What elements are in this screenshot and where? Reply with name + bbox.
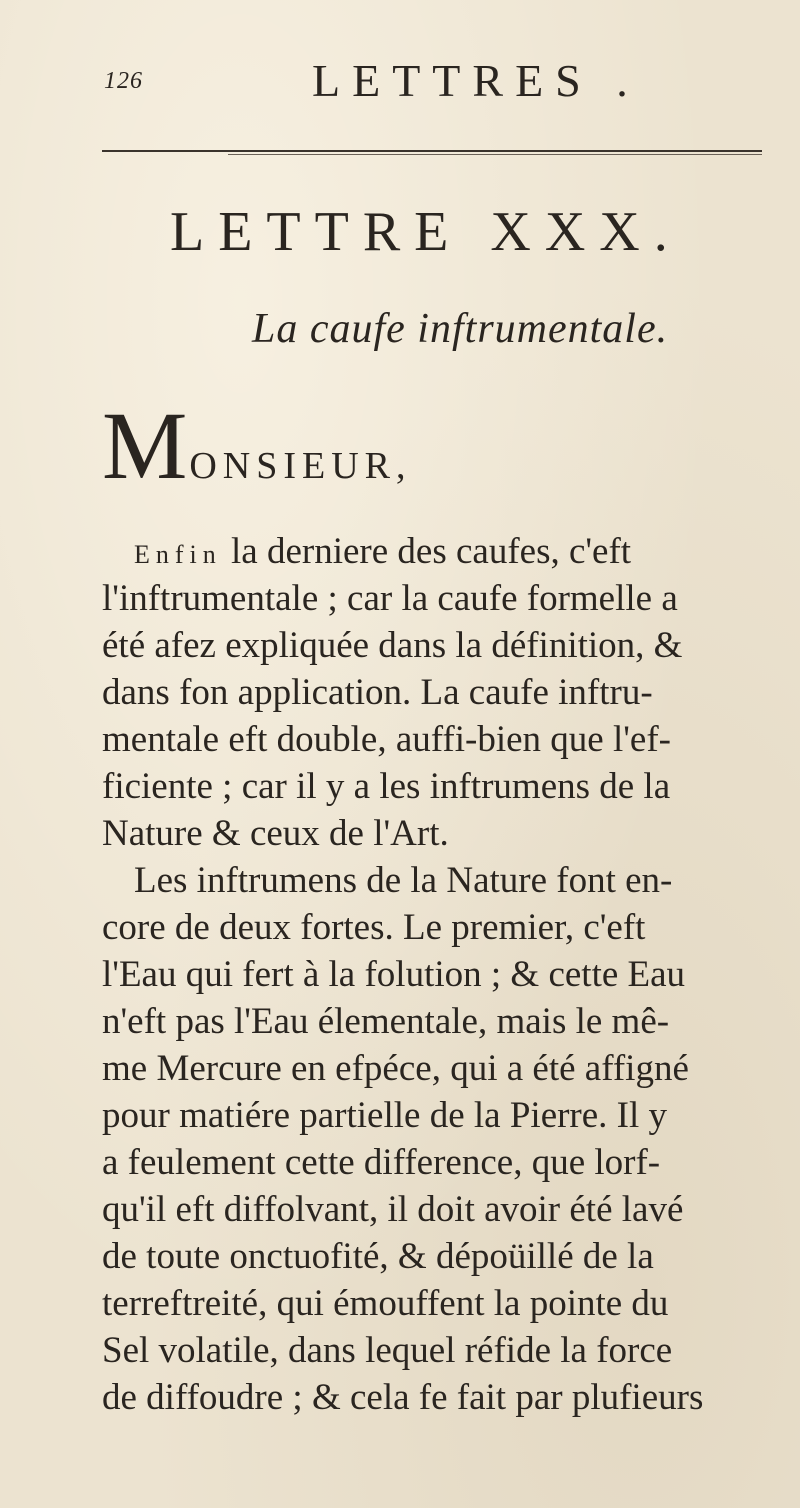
body-line: terreftreité, qui émouffent la pointe du [102, 1283, 669, 1324]
body-line-first [102, 528, 768, 575]
body-line: a feulement cette difference, que lorf- [102, 1142, 661, 1183]
letter-subtitle: La caufe inftrumentale. [252, 306, 669, 352]
first-line-rest: la derniere des caufes, c'eft [231, 531, 632, 572]
salutation-initial: M [102, 392, 188, 499]
header-rule [102, 150, 762, 152]
header-rule-thin [228, 154, 762, 155]
body-line: Nature & ceux de l'Art. [102, 813, 449, 854]
body-line: dans fon application. La caufe inftru- [102, 672, 653, 713]
body-line: pour matiére partielle de la Pierre. Il y [102, 1095, 668, 1136]
body-line: l'inftrumentale ; car la caufe formelle a [102, 578, 678, 619]
salutation [102, 392, 412, 499]
salutation-rest: ONSIEUR, [189, 445, 412, 487]
body-line: l'Eau qui fert à la folution ; & cette Eau [102, 954, 686, 995]
body-text [102, 528, 768, 1421]
body-line: qu'il eft diffolvant, il doit avoir été lavé [102, 1189, 684, 1230]
body-line: mentale eft double, auffi-bien que l'ef- [102, 719, 671, 760]
body-line-paragraph-start: Les inftrumens de la Nature font en- [134, 860, 673, 901]
body-line: ficiente ; car il y a les inftrumens de la [102, 766, 671, 807]
body-line: de toute onctuofité, & dépoüillé de la [102, 1236, 654, 1277]
body-line: de diffoudre ; & cela fe fait par plufieurs [102, 1377, 704, 1418]
body-line: me Mercure en efpéce, qui a été affigné [102, 1048, 689, 1089]
body-line: Sel volatile, dans lequel réfide la force [102, 1330, 673, 1371]
letter-title: LETTRE XXX. [170, 201, 682, 263]
opening-word: Enfin [134, 540, 222, 569]
body-line: n'eft pas l'Eau élementale, mais le mê- [102, 1001, 670, 1042]
running-title: LETTRES . [312, 55, 640, 106]
page-number: 126 [104, 68, 143, 94]
running-head [0, 54, 800, 114]
body-line: core de deux fortes. Le premier, c'eft [102, 907, 646, 948]
body-line: été afez expliquée dans la définition, & [102, 625, 683, 666]
